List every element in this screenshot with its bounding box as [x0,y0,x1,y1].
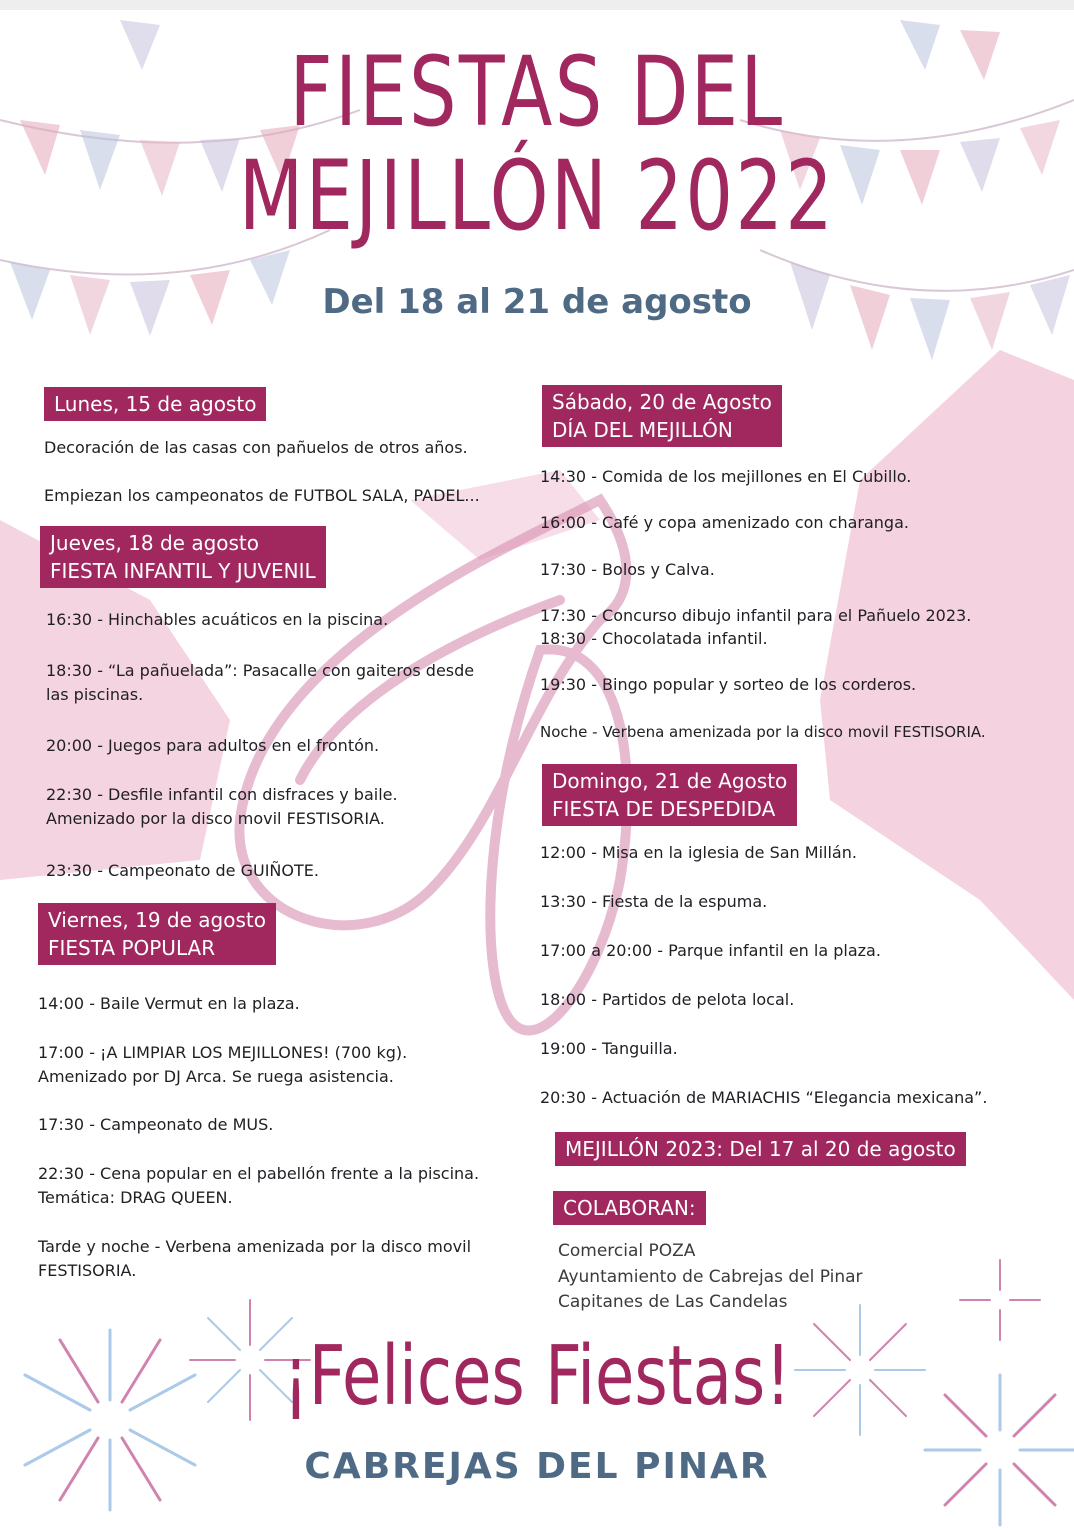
sabado-item-6: 19:30 - Bingo popular y sorteo de los corderos. [540,675,917,694]
label-jueves [40,526,326,588]
label-viernes-day: Viernes, 19 de agosto [48,908,266,932]
sabado-item-7: Noche - Verbena amenizada por la disco movil FESTISORIA. [540,723,986,741]
title-line2: MEJILLÓN 2022 [238,140,836,252]
title-line1: FIESTAS DEL [289,36,785,148]
label-jueves-theme: FIESTA INFANTIL Y JUVENIL [50,559,316,583]
label-lunes-text: Lunes, 15 de agosto [54,392,257,416]
jueves-item-4: 22:30 - Desfile infantil con disfraces y baile. Amenizado por la disco movil FESTISORIA. [46,785,398,828]
next-year-banner [555,1132,966,1166]
domingo-item-6: 20:30 - Actuación de MARIACHIS “Elegancia mexicana”. [540,1088,988,1107]
colaboran-label-text: COLABORAN: [563,1196,696,1220]
viernes-item-3: 17:30 - Campeonato de MUS. [38,1115,274,1134]
lunes-item-2: Empiezan los campeonatos de FUTBOL SALA, PADEL... [44,486,480,505]
lunes-item-1: Decoración de las casas con pañuelos de otros años. [44,438,468,457]
town-name: CABREJAS DEL PINAR [304,1446,770,1487]
sabado-item-1: 14:30 - Comida de los mejillones en El Cubillo. [540,467,912,486]
colaborador-2: Ayuntamiento de Cabrejas del Pinar [558,1267,863,1287]
jueves-item-2: 18:30 - “La pañuelada”: Pasacalle con gaiteros desde las piscinas. [46,661,475,704]
colaborador-3: Capitanes de Las Candelas [558,1292,788,1312]
label-viernes-theme: FIESTA POPULAR [48,936,216,960]
label-domingo-day: Domingo, 21 de Agosto [552,769,788,793]
felices-fiestas-heading: ¡Felices Fiestas! [283,1329,791,1424]
sabado-item-4: 17:30 - Concurso dibujo infantil para el Pañuelo 2023. [540,606,972,625]
domingo-item-2: 13:30 - Fiesta de la espuma. [540,892,768,911]
label-sabado [542,385,782,447]
label-sabado-day: Sábado, 20 de Agosto [552,390,772,414]
sabado-item-2: 16:00 - Café y copa amenizado con charanga. [540,513,909,532]
domingo-item-4: 18:00 - Partidos de pelota local. [540,990,795,1009]
label-sabado-theme: DÍA DEL MEJILLÓN [552,418,733,442]
sabado-item-3: 17:30 - Bolos y Calva. [540,560,715,579]
domingo-item-5: 19:00 - Tanguilla. [540,1039,678,1058]
label-jueves-day: Jueves, 18 de agosto [50,531,260,555]
label-lunes [44,387,266,421]
viernes-item-5: Tarde y noche - Verbena amenizada por la disco movil FESTISORIA. [38,1237,472,1280]
jueves-item-3: 20:00 - Juegos para adultos en el frontón. [46,736,380,755]
jueves-item-5: 23:30 - Campeonato de GUIÑOTE. [46,861,319,880]
next-year-text: MEJILLÓN 2023: Del 17 al 20 de agosto [565,1137,956,1161]
colaboran-label [553,1191,706,1225]
label-domingo [542,764,797,826]
colaborador-1: Comercial POZA [558,1241,696,1261]
viernes-item-1: 14:00 - Baile Vermut en la plaza. [38,994,300,1013]
sabado-item-5: 18:30 - Chocolatada infantil. [540,629,768,648]
label-domingo-theme: FIESTA DE DESPEDIDA [552,797,776,821]
label-viernes [38,903,276,965]
domingo-item-1: 12:00 - Misa en la iglesia de San Millán. [540,843,857,862]
domingo-item-3: 17:00 a 20:00 - Parque infantil en la plaza. [540,941,881,960]
viernes-item-4: 22:30 - Cena popular en el pabellón frente a la piscina. Temática: DRAG QUEEN. [38,1164,480,1207]
viernes-item-2: 17:00 - ¡A LIMPIAR LOS MEJILLONES! (700 kg). Amenizado por DJ Arca. Se ruega asistencia. [38,1043,408,1086]
jueves-item-1: 16:30 - Hinchables acuáticos en la piscina. [46,610,389,629]
date-range: Del 18 al 21 de agosto [322,282,752,322]
